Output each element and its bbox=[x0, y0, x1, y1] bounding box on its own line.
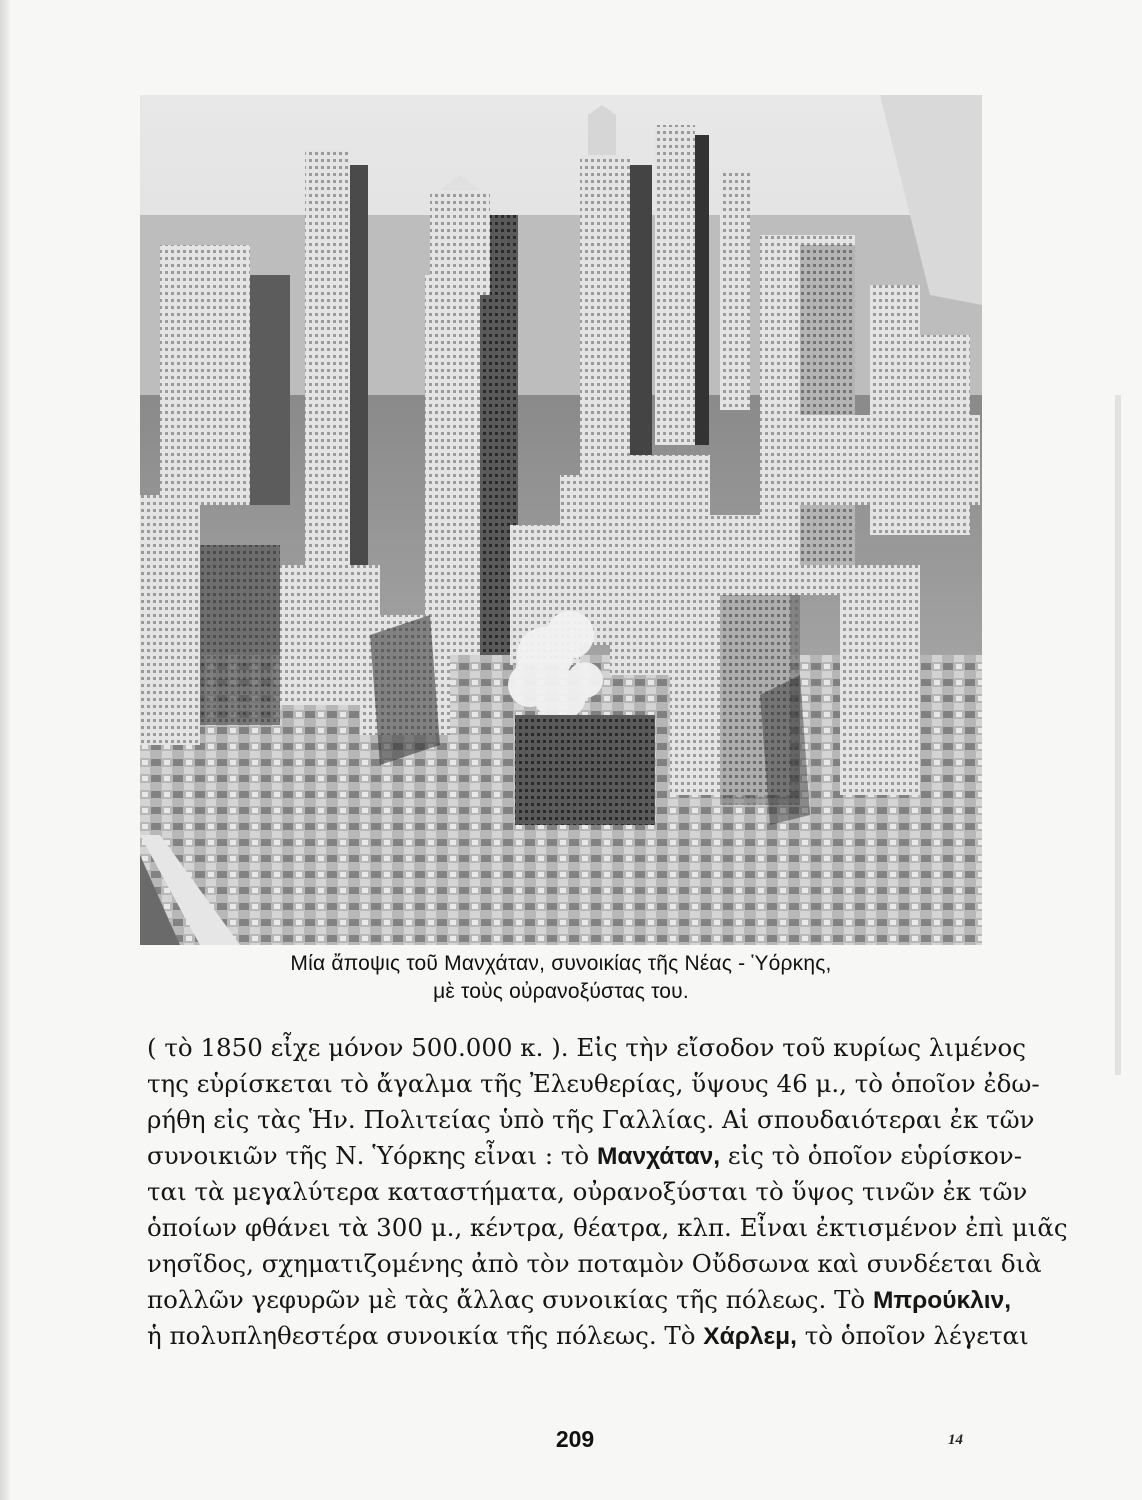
page-number: 209 bbox=[555, 1426, 595, 1452]
body-line-5: ται τὰ μεγαλύτερα καταστήματα, οὐρανοξύσται τὸ ὕψος τινῶν ἐκ τῶν bbox=[147, 1177, 1028, 1206]
body-line-7: νησῖδος, σχηματιζομένης ἀπὸ τὸν ποταμὸν Οὔδσωνα καὶ συνδέεται διὰ bbox=[147, 1249, 1042, 1278]
body-line-4-end: εἰς τὸ ὁποῖον εὑρίσκον- bbox=[720, 1141, 1022, 1170]
body-line-9 bbox=[147, 1318, 1029, 1354]
manhattan-photo bbox=[140, 95, 982, 945]
body-line-4-start: συνοικιῶν τῆς Ν. Ὑόρκης εἶναι : τὸ bbox=[147, 1141, 597, 1170]
bleed-through-mark bbox=[1108, 395, 1128, 1075]
body-line-1: ( τὸ 1850 εἶχε μόνον 500.000 κ. ). Εἰς τὴν εἴσοδον τοῦ κυρίως λιμένος bbox=[147, 1033, 1026, 1062]
brooklyn-term: Μπρούκλιν, bbox=[872, 1287, 1012, 1314]
signature-mark: 14 bbox=[948, 1432, 963, 1448]
body-line-8-start: πολλῶν γεφυρῶν μὲ τὰς ἄλλας συνοικίας τῆς πόλεως. Τὸ bbox=[147, 1285, 873, 1314]
body-line-8 bbox=[147, 1282, 1012, 1318]
harlem-term: Χάρλεμ, bbox=[703, 1323, 797, 1350]
photo-caption-line-2: μὲ τοὺς οὐρανοξύστας του. bbox=[433, 980, 689, 1003]
body-line-2: της εὑρίσκεται τὸ ἄγαλμα τῆς Ἐλευθερίας, ὕψους 46 μ., τὸ ὁποῖον ἐδω- bbox=[147, 1069, 1040, 1098]
manhattan-term: Μανχάταν, bbox=[596, 1143, 721, 1170]
body-line-6: ὁποίων φθάνει τὰ 300 μ., κέντρα, θέατρα, κλπ. Εἶναι ἐκτισμένον ἐπὶ μιᾶς bbox=[147, 1213, 1068, 1242]
body-line-9-end: τὸ ὁποῖον λέγεται bbox=[796, 1321, 1029, 1350]
body-line-4 bbox=[147, 1138, 1022, 1174]
page-edge bbox=[0, 0, 10, 1500]
body-paragraph bbox=[147, 1030, 1068, 1354]
photo-caption-line-1: Μία ἄποψις τοῦ Μανχάταν, συνοικίας τῆς Νέας - Ὑόρκης, bbox=[290, 952, 832, 975]
body-line-9-start: ἡ πολυπληθεστέρα συνοικία τῆς πόλεως. Τὸ bbox=[147, 1321, 704, 1350]
body-line-3: ρήθη εἰς τὰς Ἡν. Πολιτείας ὑπὸ τῆς Γαλλίας. Αἱ σπουδαιότεραι ἐκ τῶν bbox=[147, 1105, 1035, 1134]
